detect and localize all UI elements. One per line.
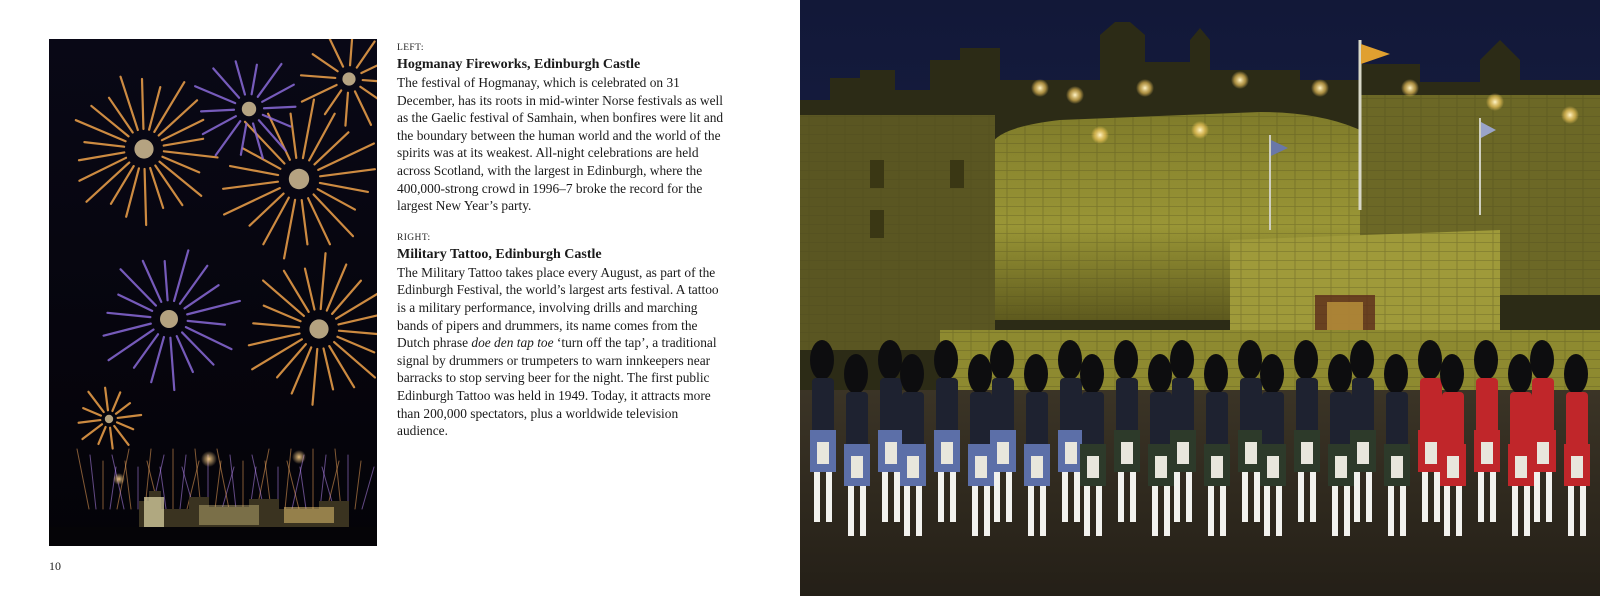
captions <box>397 42 727 440</box>
caption-body-tattoo-part1: The Military Tattoo takes place every August, as part of the Edinburgh Festival, the world’s largest arts festival. A tattoo is a military performance, involving drills and marching bands of pipers and drummers, its name comes from the Dutch phrase <box>397 264 719 351</box>
military-tattoo-photo <box>800 0 1600 596</box>
caption-label-right: RIGHT: <box>397 232 431 243</box>
dutch-phrase: doe den tap toe <box>471 335 554 351</box>
caption-title-hogmanay: Hogmanay Fireworks, Edinburgh Castle <box>397 57 641 72</box>
caption-left <box>397 42 727 215</box>
caption-label-left: LEFT: <box>397 43 424 53</box>
fireworks-illustration <box>49 39 377 546</box>
hogmanay-fireworks-photo <box>49 39 377 546</box>
caption-right <box>397 232 727 440</box>
caption-body-tattoo <box>397 264 727 440</box>
caption-body-tattoo-part2: ‘turn off the tap’, a traditional signal by drummers or trumpeters to warn innkeepers near barracks to stop serving beer for the night. The first public Edinburgh Tattoo was held in 1949. Today, it attracts more than 200,000 spectators, plus a worldwide television audience. <box>397 335 717 439</box>
caption-title-tattoo: Military Tattoo, Edinburgh Castle <box>397 246 602 262</box>
caption-body-hogmanay: The festival of Hogmanay, which is celebrated on 31 December, has its roots in mid-winter Norse festivals as well as the Gaelic festival of Samhain, when bonfires were lit and the boundary between the human world and the world of the spirits was at its weakest. All-night celebrations are held across Scotland, with the largest in Edinburgh, where the 400,000-strong crowd in 1996–7 broke the record for the largest New Year’s party. <box>397 75 724 214</box>
page-number: 10 <box>49 559 61 573</box>
tattoo-illustration <box>800 0 1600 596</box>
